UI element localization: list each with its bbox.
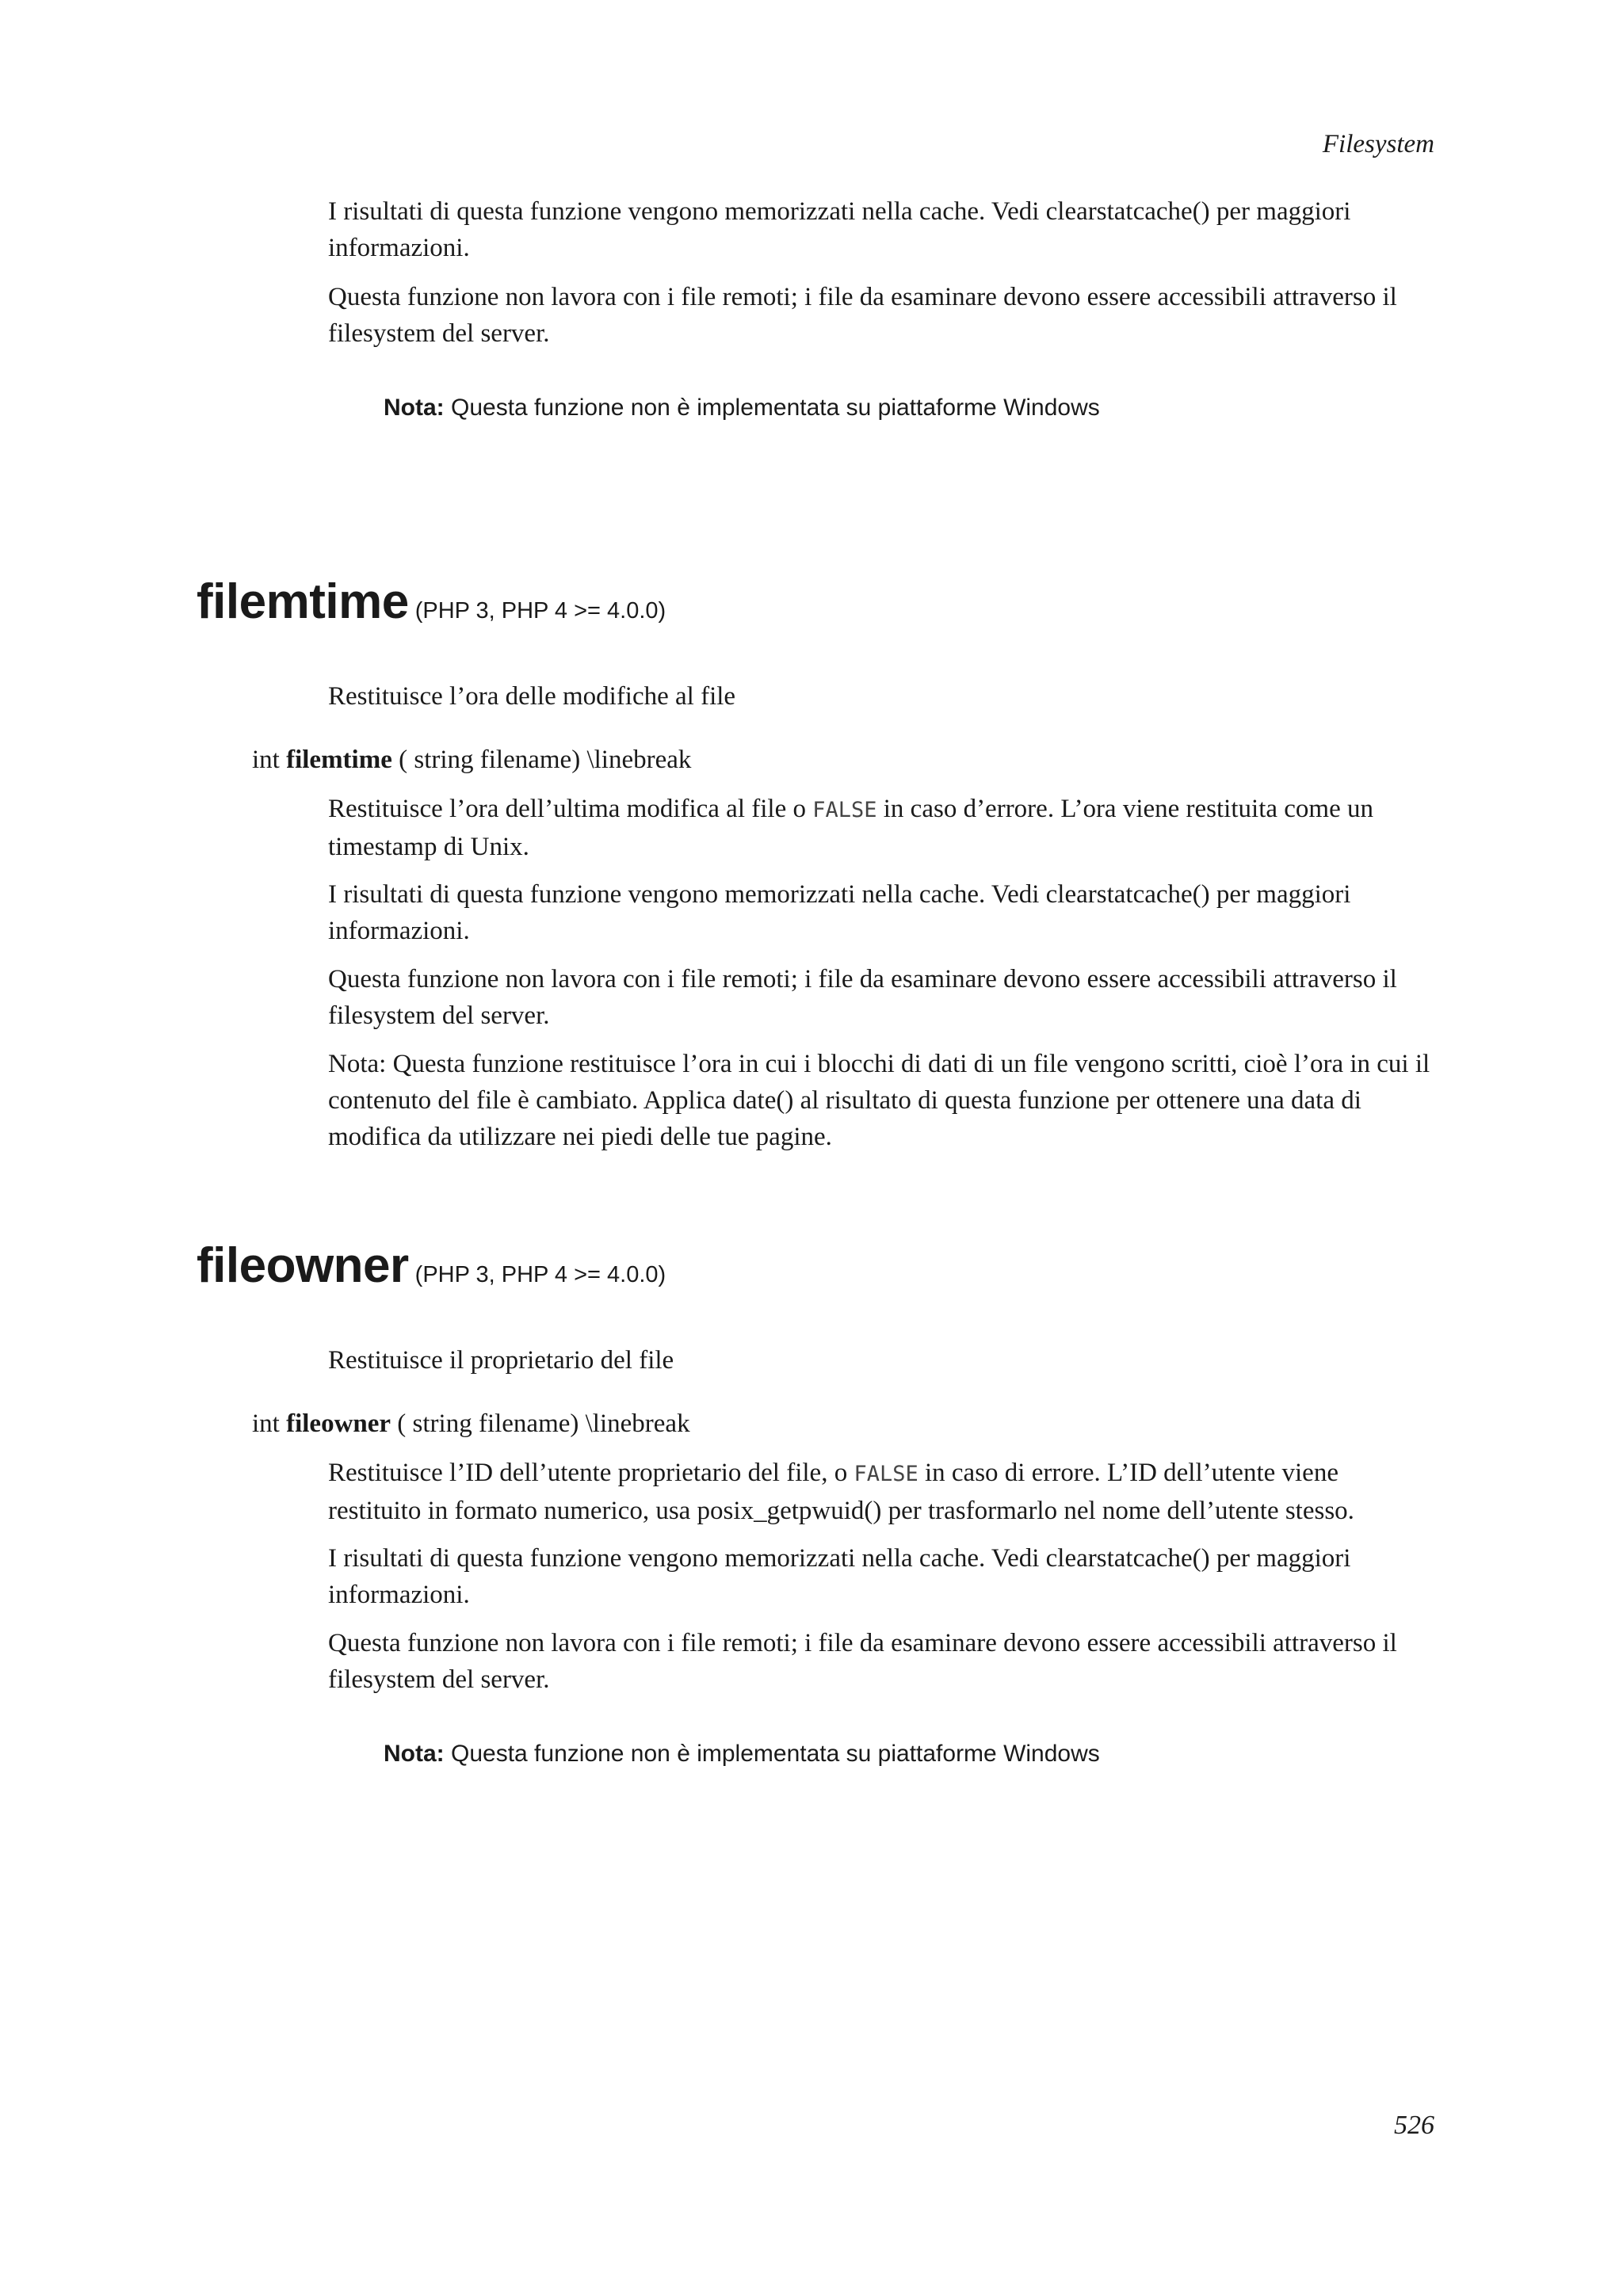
paragraph-cache-info: I risultati di questa funzione vengono memorizzati nella cache. Vedi clearstatcache() per maggiori informazioni. (328, 880, 1351, 945)
synopsis-type: int (252, 746, 287, 774)
note-label: Nota: (384, 395, 445, 421)
function-purpose: Restituisce il proprietario del file (328, 1346, 674, 1375)
function-version: (PHP 3, PHP 4 >= 4.0.0) (414, 1262, 666, 1287)
synopsis-name: filemtime (286, 746, 392, 774)
note-text: Questa funzione non è implementata su piattaforme Windows (444, 395, 1100, 421)
function-description (328, 791, 1438, 865)
synopsis-name: fileowner (286, 1409, 391, 1438)
function-version: (PHP 3, PHP 4 >= 4.0.0) (414, 598, 666, 624)
function-name: filemtime (197, 574, 409, 629)
synopsis-args: ( string filename) \linebreak (391, 1409, 690, 1438)
note-text: Questa funzione non è implementata su piattaforme Windows (444, 1741, 1100, 1767)
function-heading-fileowner (197, 1238, 666, 1294)
function-name: fileowner (197, 1238, 409, 1293)
function-synopsis (252, 1405, 690, 1442)
description-text-a: Restituisce l’ora dell’ultima modifica al file o (328, 795, 813, 823)
function-heading-filemtime (197, 574, 666, 630)
description-text-a: Restituisce l’ID dell’utente proprietario del file, o (328, 1459, 854, 1487)
page-number: 526 (1394, 2111, 1434, 2140)
paragraph-note-modification: Nota: Questa funzione restituisce l’ora in cui i blocchi di dati di un file vengono scritti, cioè l’ora in cui il contenuto del file è cambiato. Applica date() al risultato di questa funzione per ottenere una data di modifica da utilizzare nei piedi delle tue pagine. (328, 1050, 1430, 1151)
description-text-b: in caso d’errore. L’ora viene restituita come un timestamp di Unix. (328, 795, 1373, 861)
synopsis-type: int (252, 1409, 287, 1438)
note-windows (384, 392, 1100, 424)
note-windows (384, 1738, 1100, 1770)
code-literal-false: FALSE (854, 1462, 918, 1486)
paragraph-cache-info: I risultati di questa funzione vengono memorizzati nella cache. Vedi clearstatcache() per maggiori informazioni. (328, 197, 1351, 262)
paragraph-remote-files: Questa funzione non lavora con i file remoti; i file da esaminare devono essere accessibili attraverso il filesystem del server. (328, 965, 1397, 1030)
function-synopsis (252, 742, 691, 778)
function-purpose: Restituisce l’ora delle modifiche al file (328, 682, 736, 711)
description-text-b: in caso di errore. L’ID dell’utente viene restituito in formato numerico, usa posix_getpwuid() per trasformarlo nel nome dell’utente stesso. (328, 1459, 1354, 1525)
paragraph-cache-info: I risultati di questa funzione vengono memorizzati nella cache. Vedi clearstatcache() per maggiori informazioni. (328, 1544, 1351, 1609)
running-header: Filesystem (1322, 130, 1434, 158)
function-description (328, 1455, 1438, 1529)
code-literal-false: FALSE (812, 798, 877, 822)
note-label: Nota: (384, 1741, 445, 1767)
paragraph-remote-files: Questa funzione non lavora con i file remoti; i file da esaminare devono essere accessibili attraverso il filesystem del server. (328, 1629, 1397, 1694)
paragraph-remote-files: Questa funzione non lavora con i file remoti; i file da esaminare devono essere accessibili attraverso il filesystem del server. (328, 283, 1397, 348)
synopsis-args: ( string filename) \linebreak (391, 746, 692, 774)
